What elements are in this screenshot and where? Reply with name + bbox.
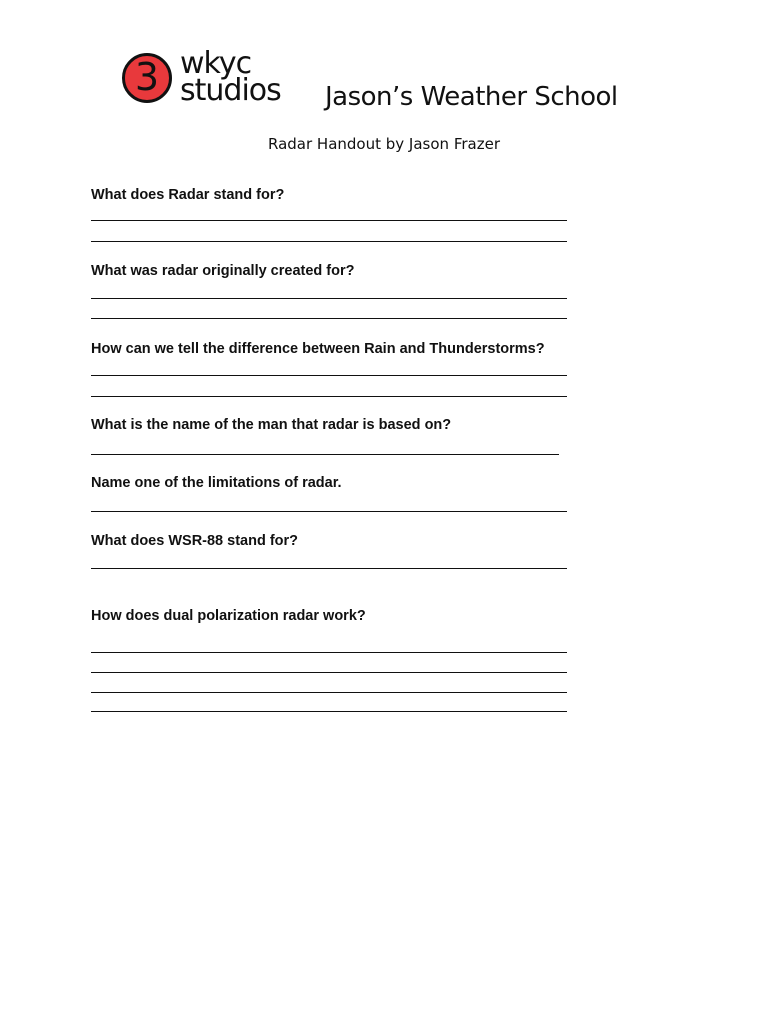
answer-line[interactable] (91, 241, 567, 242)
answer-line[interactable] (91, 692, 567, 693)
logo-wordmark (180, 46, 281, 108)
question-7: How does dual polarization radar work? (91, 608, 366, 624)
logo-number: 3 (134, 55, 160, 99)
question-1: What does Radar stand for? (91, 187, 285, 203)
question-4: What is the name of the man that radar is based on? (91, 417, 452, 433)
answer-line[interactable] (91, 298, 567, 299)
answer-line[interactable] (91, 220, 567, 221)
answer-line[interactable] (91, 672, 567, 673)
answer-line[interactable] (91, 396, 567, 397)
question-5: Name one of the limitations of radar. (91, 475, 342, 491)
answer-line[interactable] (91, 375, 567, 376)
answer-line[interactable] (91, 454, 559, 455)
answer-line[interactable] (91, 652, 567, 653)
answer-line[interactable] (91, 511, 567, 512)
page-title: Jason’s Weather School (325, 82, 618, 112)
question-3: How can we tell the difference between Rain and Thunderstorms? (91, 341, 545, 357)
logo-badge (122, 53, 172, 103)
answer-line[interactable] (91, 711, 567, 712)
answer-line[interactable] (91, 318, 567, 319)
question-2: What was radar originally created for? (91, 263, 355, 279)
question-6: What does WSR-88 stand for? (91, 533, 299, 549)
logo-wordmark-line2: studios (180, 73, 281, 108)
logo-wordmark-line1: wkyc (180, 46, 252, 81)
answer-line[interactable] (91, 568, 567, 569)
page-subtitle: Radar Handout by Jason Frazer (268, 135, 500, 153)
